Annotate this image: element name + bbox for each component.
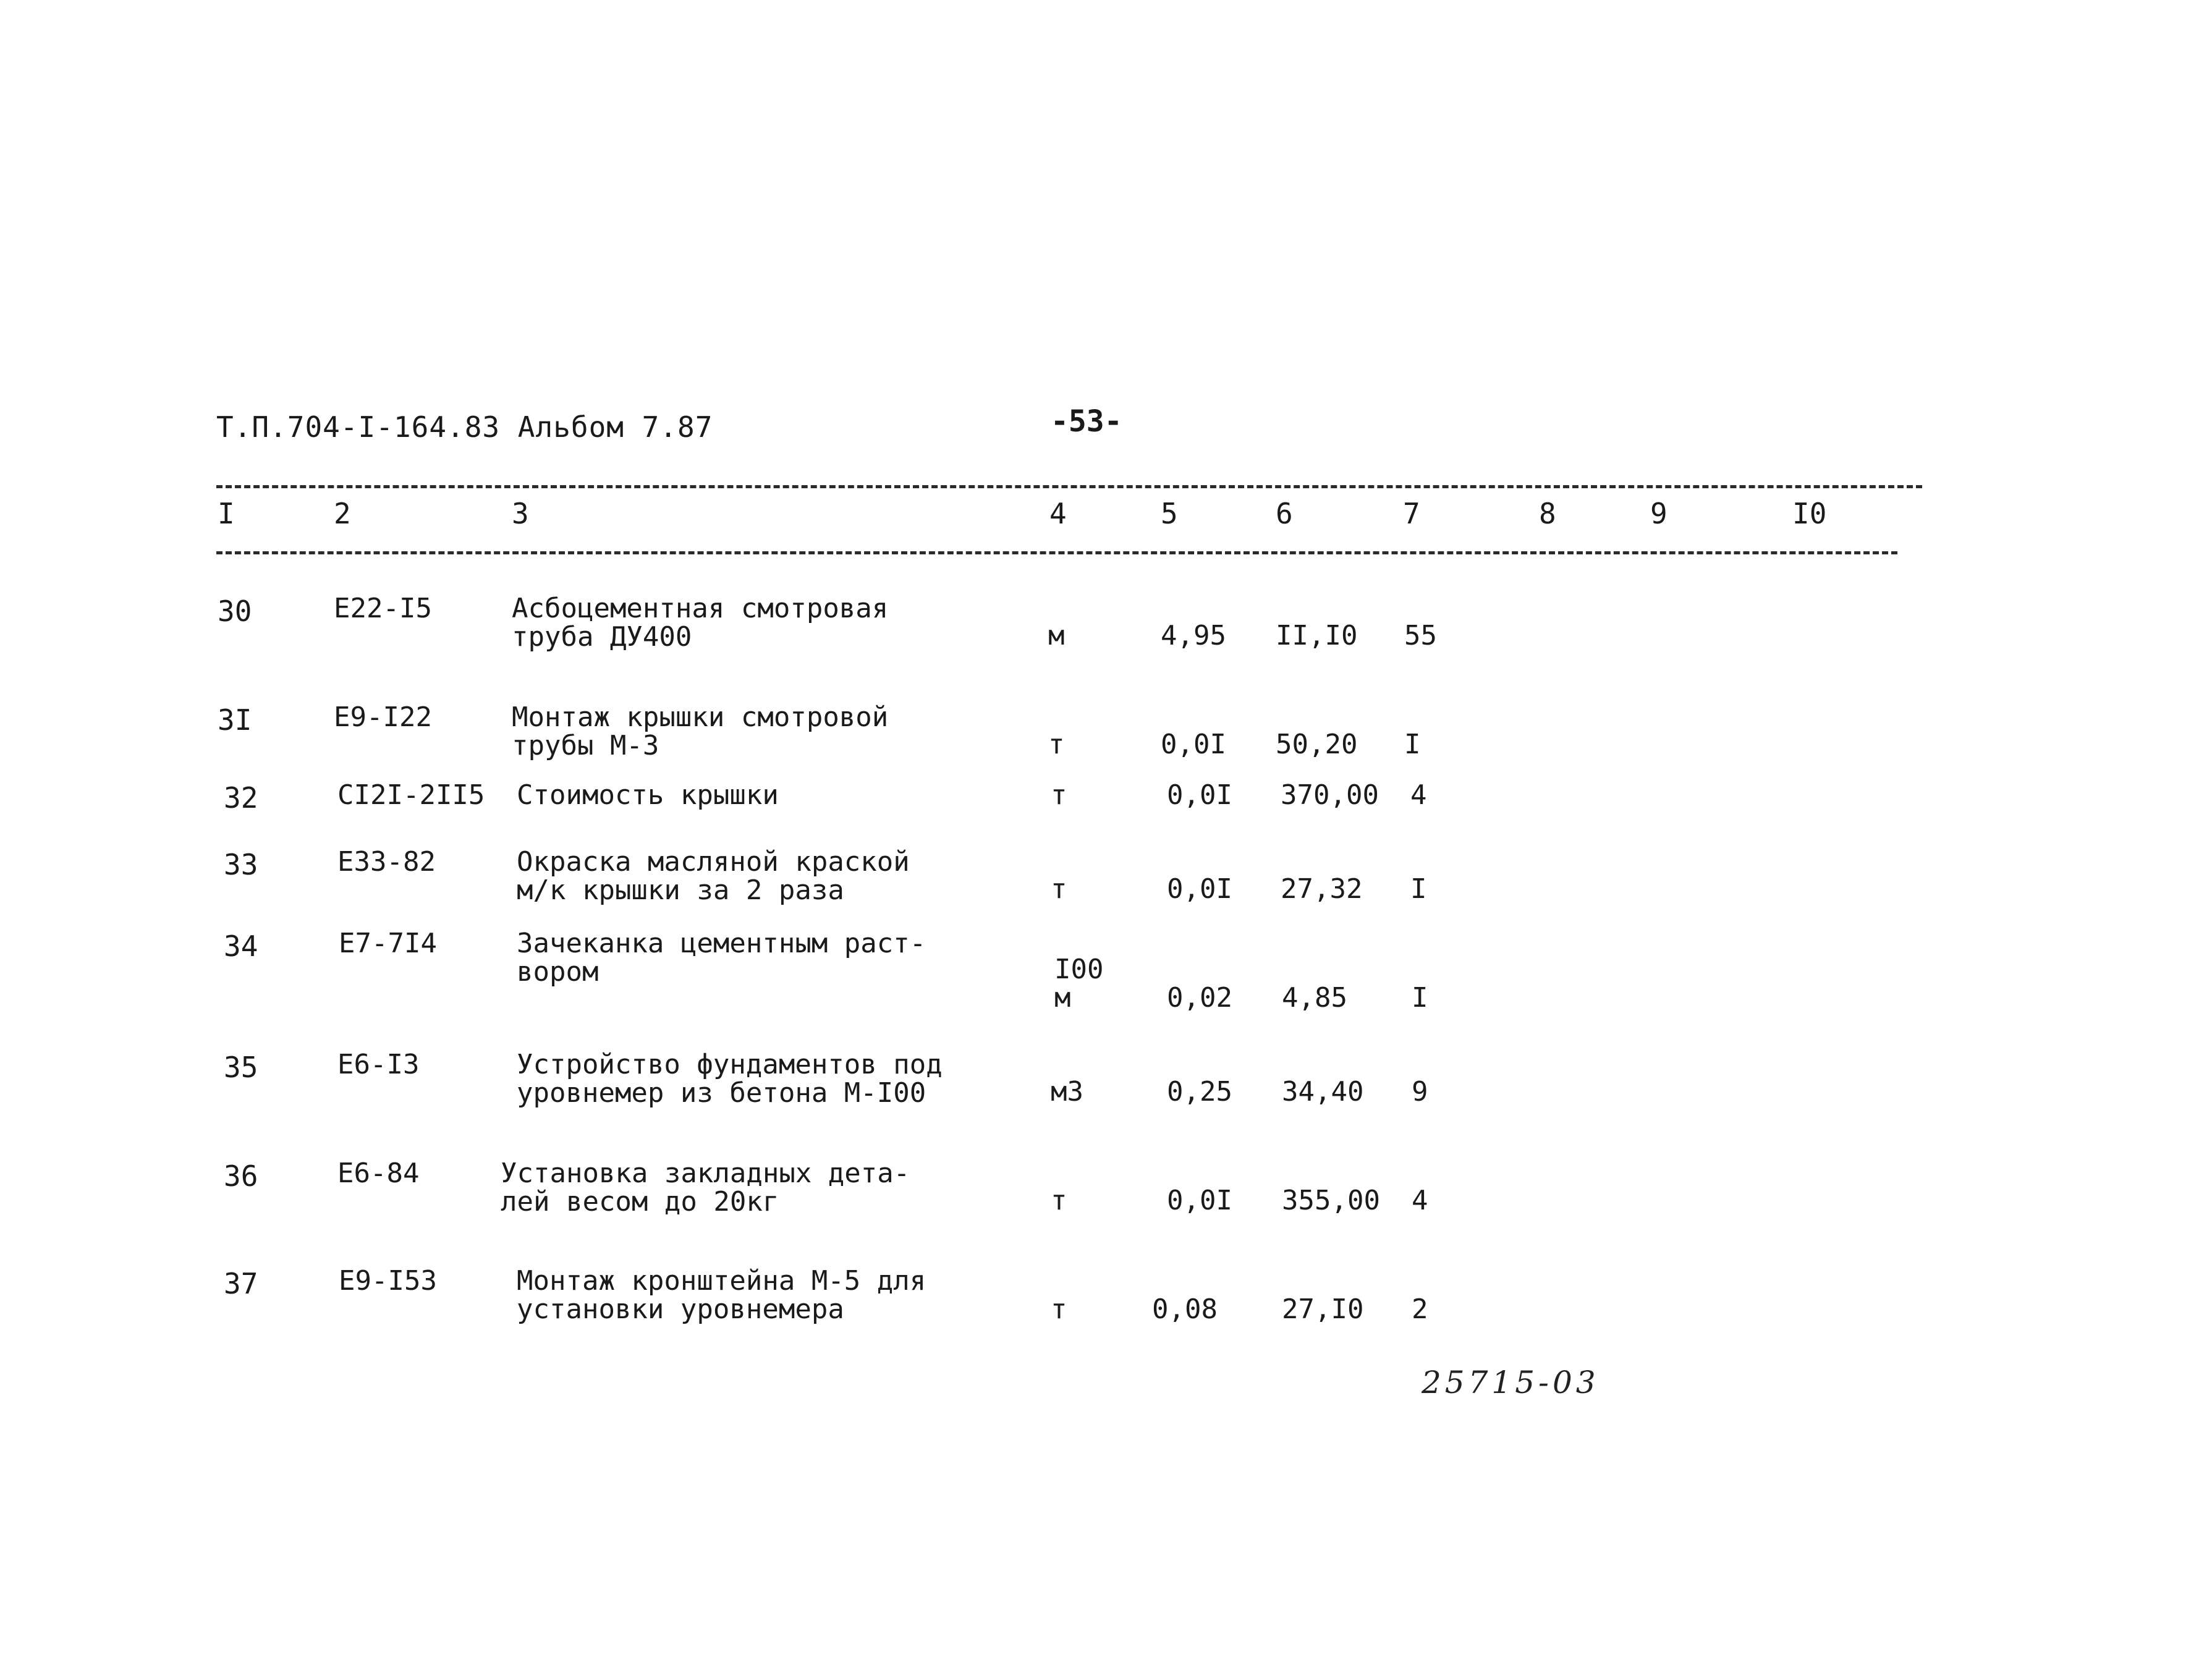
row-quantity: 4,95 [1161,620,1226,651]
header-bottom-rule [216,551,1897,554]
row-unit: м3 [1051,1076,1083,1107]
row-unit: I00 м [1054,954,1104,1014]
row-total: 55 [1404,620,1437,651]
row-code: E7-7I4 [339,928,437,959]
row-price: 50,20 [1276,729,1358,760]
row-number: 35 [224,1051,258,1084]
row-quantity: 0,02 [1167,982,1232,1014]
row-price: 34,40 [1282,1076,1364,1107]
row-number: 30 [218,595,252,628]
row-price: 27,32 [1281,873,1363,905]
row-description: Монтаж крышки смотровой трубы М-3 [512,701,889,761]
column-header-2: 2 [334,497,351,530]
row-code: CI2I-2II5 [337,779,485,811]
row-number: 32 [224,781,258,815]
row-description: Монтаж кронштейна М-5 для установки уровнемера [517,1265,926,1325]
column-header-8: 8 [1539,497,1556,530]
column-header-5: 5 [1161,497,1178,530]
row-number: 3I [218,703,252,737]
row-quantity: 0,0I [1167,1185,1232,1216]
row-price: II,I0 [1276,620,1358,651]
column-header-6: 6 [1276,497,1293,530]
row-number: 37 [224,1267,258,1300]
row-description: Устройство фундаментов под уровнемер из бетона М-I00 [517,1049,943,1109]
column-header-3: 3 [512,497,529,530]
row-code: E9-I53 [339,1265,437,1297]
row-total: 9 [1412,1076,1428,1107]
page-number: -53- [1051,404,1122,439]
row-quantity: 0,0I [1167,779,1232,811]
column-header-10: I0 [1792,497,1827,530]
row-total: 4 [1410,779,1427,811]
row-code: E6-I3 [337,1049,420,1080]
row-total: 2 [1412,1294,1428,1325]
row-number: 33 [224,848,258,881]
row-price: 370,00 [1281,779,1379,811]
row-quantity: 0,0I [1167,873,1232,905]
row-unit: м [1048,620,1065,651]
document-title: Т.П.704-I-164.83 Альбом 7.87 [216,410,713,444]
column-header-4: 4 [1049,497,1067,530]
row-number: 34 [224,930,258,963]
row-quantity: 0,0I [1161,729,1226,760]
row-code: E6-84 [337,1158,420,1189]
row-unit: т [1051,1185,1067,1216]
handwritten-stamp: 25715-03 [1422,1365,1600,1400]
column-header-1: I [218,497,235,530]
row-total: I [1412,982,1428,1014]
row-price: 355,00 [1282,1185,1380,1216]
row-unit: т [1051,779,1067,811]
row-price: 27,I0 [1282,1294,1364,1325]
row-code: E33-82 [337,846,436,878]
row-description: Зачеканка цементным раст- вором [517,928,926,988]
row-code: E9-I22 [334,701,432,733]
row-quantity: 0,08 [1152,1294,1218,1325]
row-description: Окраска масляной краской м/к крышки за 2 раза [517,846,910,906]
row-description: Установка закладных дета- лей весом до 20кг [501,1158,910,1217]
row-unit: т [1048,729,1065,760]
row-total: 4 [1412,1185,1428,1216]
row-code: E22-I5 [334,593,432,624]
row-number: 36 [224,1159,258,1193]
row-quantity: 0,25 [1167,1076,1232,1107]
column-header-9: 9 [1650,497,1667,530]
row-total: I [1410,873,1427,905]
row-description: Асбоцементная смотровая труба ДУ400 [512,593,889,653]
row-unit: т [1051,1294,1067,1325]
row-total: I [1404,729,1421,760]
row-unit: т [1051,873,1067,905]
column-header-7: 7 [1403,497,1420,530]
row-description: Стоимость крышки [517,779,779,811]
row-price: 4,85 [1282,982,1347,1014]
header-top-rule [216,485,1922,488]
